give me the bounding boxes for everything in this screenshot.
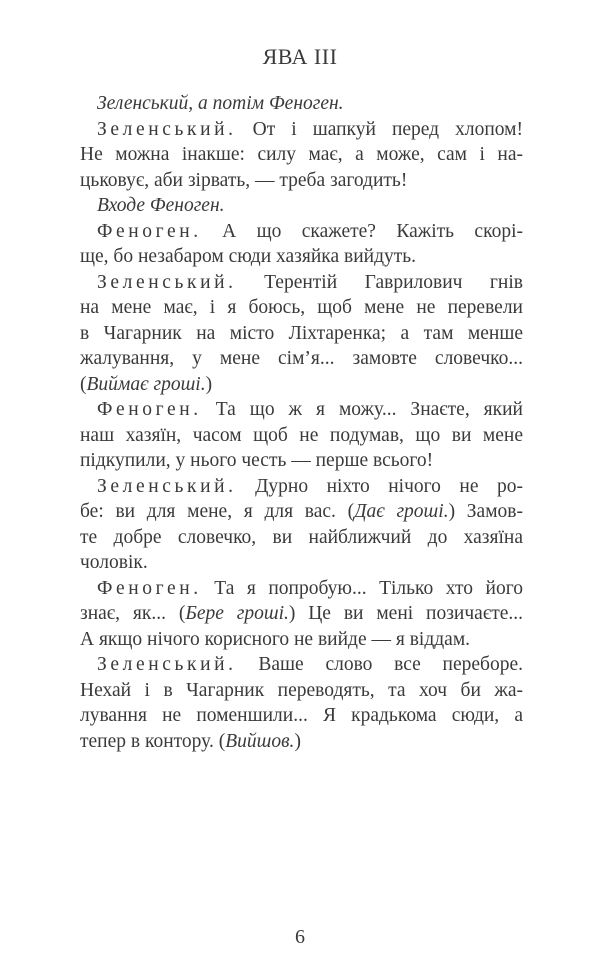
speaker-name: Зеленський. — [97, 271, 237, 293]
dialogue-text: Та я попробую... Тілько хто його — [201, 577, 523, 599]
dialogue-text: ( — [80, 373, 87, 395]
text-line — [80, 423, 523, 449]
page-number: 6 — [295, 926, 305, 948]
speaker-name: Феноген. — [97, 220, 202, 242]
text-line — [80, 550, 523, 576]
text-line — [80, 91, 523, 117]
dialogue-text: в Чагарник на місто Ліхтаренка; а там менше — [80, 322, 523, 344]
text-line — [80, 219, 523, 245]
text-line — [80, 346, 523, 372]
text-line — [80, 678, 523, 704]
text-line — [80, 321, 523, 347]
text-line — [80, 652, 523, 678]
dialogue-text: Не можна інакше: силу має, а може, сам і на- — [80, 144, 523, 165]
text-line — [80, 193, 523, 219]
text-line — [80, 703, 523, 729]
text-line — [80, 168, 523, 194]
dialogue-text: ) Це ви мені позичаєте... — [288, 603, 523, 624]
dialogue-text: на мене має, і я боюсь, щоб мене не перевели — [80, 297, 523, 318]
text-line — [80, 270, 523, 296]
dialogue-text: ) Замов- — [448, 501, 523, 522]
stage-direction: Вийшов. — [225, 730, 295, 752]
text-line — [80, 295, 523, 321]
dialogue-text: А що скажете? Кажіть скорі- — [201, 220, 523, 242]
dialogue-text: От і шапкуй перед хлопом! — [236, 118, 523, 140]
scene-heading: ЯВА III — [262, 44, 338, 69]
dialogue-text: Нехай і в Чагарник переводять, та хоч би жа- — [80, 679, 523, 701]
dialogue-text: Ваше слово все переборе. — [236, 654, 523, 675]
dialogue-text: бе: ви для мене, я для вас. ( — [80, 501, 355, 522]
speaker-name: Зеленський. — [97, 118, 237, 140]
text-line — [80, 244, 523, 270]
text-line — [80, 627, 523, 653]
dialogue-text: підкупили, у нього честь — перше всього! — [80, 450, 434, 471]
text-line — [80, 576, 523, 602]
stage-direction: Виймає гроші. — [86, 373, 206, 395]
play-text — [80, 91, 523, 754]
stage-direction: Дає гроші. — [354, 501, 449, 522]
dialogue-text: А якщо нічого корисного не вийде — я віддам. — [80, 628, 471, 650]
text-line — [80, 499, 523, 525]
speaker-name: Зеленський. — [97, 475, 237, 497]
dialogue-text: цьковує, аби зірвать, — треба загодить! — [80, 169, 408, 191]
speaker-name: Феноген. — [97, 577, 202, 599]
dialogue-text: чоловік. — [80, 552, 148, 573]
dialogue-text: наш хазяїн, часом щоб не подумав, що ви мене — [80, 424, 523, 446]
stage-direction: Бере гроші. — [185, 603, 289, 624]
text-line — [80, 372, 523, 398]
text-line — [80, 601, 523, 627]
speaker-name: Феноген. — [97, 399, 202, 420]
dialogue-text: ще, бо незабаром сюди хазяйка вийдуть. — [80, 246, 417, 267]
dialogue-text: те добре словечко, ви найближчий до хазяїна — [80, 526, 523, 548]
text-line — [80, 142, 523, 168]
stage-direction: Входе Феноген. — [97, 195, 225, 216]
dialogue-text: ) — [294, 730, 301, 752]
stage-direction: Зеленський, а потім Феноген. — [97, 93, 344, 114]
speaker-name: Зеленський. — [97, 654, 237, 675]
dialogue-text: жалування, у мене сім’я... замовте словечко... — [80, 348, 523, 369]
text-line — [80, 448, 523, 474]
dialogue-text: Та що ж я можу... Знаєте, який — [201, 399, 523, 420]
text-line — [80, 474, 523, 500]
dialogue-text: Дурно ніхто нічого не ро- — [236, 475, 523, 497]
text-line — [80, 397, 523, 423]
dialogue-text: тепер в контору. ( — [80, 730, 226, 752]
dialogue-text: лування не поменшили... Я крадькома сюди, а — [80, 705, 523, 726]
dialogue-text: ) — [205, 373, 213, 395]
text-line — [80, 117, 523, 143]
dialogue-text: знає, як... ( — [80, 603, 186, 624]
dialogue-text: Терентій Гаврилович гнів — [236, 271, 523, 293]
text-line — [80, 729, 523, 755]
text-line — [80, 525, 523, 551]
